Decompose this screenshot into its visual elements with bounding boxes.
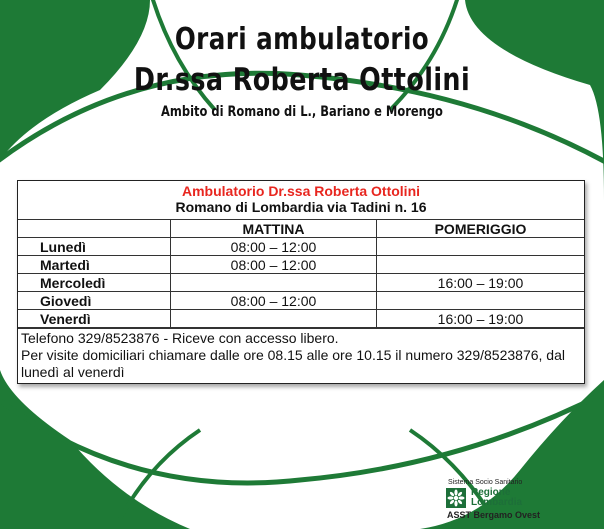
schedule-card [17,180,585,384]
morning-cell [171,274,377,292]
subtitle: Ambito di Romano di L., Bariano e Morengo [161,104,443,120]
day-cell: Lunedì [18,238,171,256]
schedule-table [18,220,584,328]
afternoon-cell [377,256,585,274]
table-row [18,256,584,274]
morning-cell: 08:00 – 12:00 [171,256,377,274]
morning-cell: 08:00 – 12:00 [171,292,377,310]
afternoon-cell: 16:00 – 19:00 [377,274,585,292]
column-header-afternoon: POMERIGGIO [377,220,585,238]
lombardy-rose-icon [446,488,466,508]
day-cell: Mercoledì [18,274,171,292]
day-cell: Venerdì [18,310,171,328]
afternoon-cell [377,292,585,310]
notes-section [18,328,584,383]
logo-name-line-2: Lombardia [471,497,523,508]
table-row [18,238,584,256]
column-header-day [18,220,171,238]
logo-system-text: Sistema Socio Sanitario [448,479,523,486]
title-line-1: Orari ambulatorio [174,22,430,57]
clinic-address: Romano di Lombardia via Tadini n. 16 [175,199,427,215]
home-visit-note: Per visite domiciliari chiamare dalle ore 08.15 alle ore 10.15 il numero 329/8523876, dal lunedì al venerdì [21,347,565,380]
title-line-2: Dr.ssa Roberta Ottolini [133,62,471,98]
table-row [18,274,584,292]
logo-org: ASST Bergamo Ovest [447,510,541,520]
table-row [18,310,584,328]
table-row [18,292,584,310]
morning-cell [171,310,377,328]
phone-note: Telefono 329/8523876 - Riceve con accesso libero. [21,330,339,346]
morning-cell: 08:00 – 12:00 [171,238,377,256]
clinic-name: Ambulatorio Dr.ssa Roberta Ottolini [181,183,421,199]
column-header-morning: MATTINA [171,220,377,238]
schedule-header [18,181,584,220]
table-header-row [18,220,584,238]
regione-lombardia-logo [446,479,576,520]
afternoon-cell [377,238,585,256]
logo-name-line-1: Regione [471,487,511,498]
day-cell: Giovedì [18,292,171,310]
day-cell: Martedì [18,256,171,274]
afternoon-cell: 16:00 – 19:00 [377,310,585,328]
